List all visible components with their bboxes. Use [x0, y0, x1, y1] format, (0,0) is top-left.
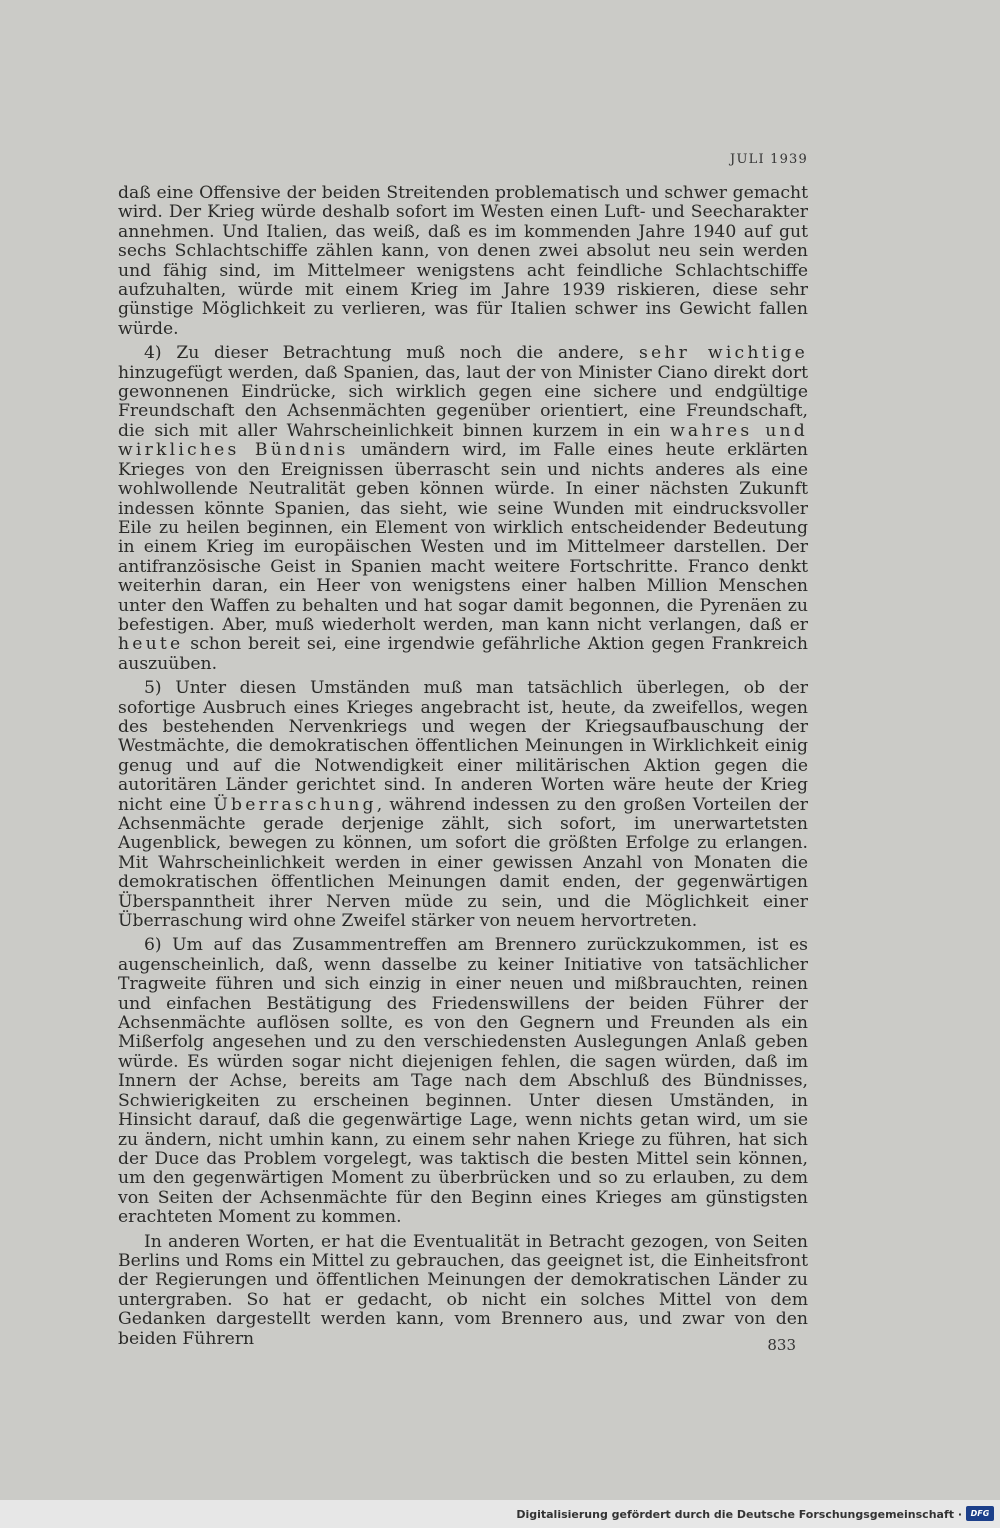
emphasis-spaced: sehr wichtige	[638, 343, 809, 364]
page-number: 833	[767, 1336, 796, 1354]
text-run: 4) Zu dieser Betrachtung muß noch die andere,	[144, 343, 625, 364]
paragraph-6: 6) Um auf das Zusammentreffen am Brennero zurückzukommen, ist es augenscheinlich, daß, wenn dasselbe zu keiner Initiative von tatsächlicher Tragweite führen und sich einzig in einer neuen und mißbrauchten, reinen und einfachen Bestätigung des Friedenswillens der beiden Führer der Achsenmächte auflösen sollte, es von den Gegnern und Freunden als ein Mißerfolg angesehen und zu den verschiedensten Auslegungen Anlaß geben würde. Es würden sogar nicht diejenigen fehlen, die sagen würden, daß im Innern der Achse, bereits am Tage nach dem Abschluß des Bündnisses, Schwierigkeiten zu erscheinen beginnen. Unter diesen Umständen, in Hinsicht darauf, daß die gegenwärtige Lage, wenn nichts getan wird, um sie zu ändern, nicht umhin kann, zu einem sehr nahen Kriege zu führen, hat sich der Duce das Problem vorgelegt, was taktisch die besten Mittel sein können, um den gegenwärtigen Moment zu überbrücken und so zu erlauben, zu dem von Seiten der Achsenmächte für den Beginn eines Krieges am günstigsten erachteten Moment zu kommen.	[118, 935, 808, 1228]
body-text	[118, 184, 808, 1349]
paragraph-5	[118, 679, 808, 931]
paragraph-7: In anderen Worten, er hat die Eventualität in Betracht gezogen, von Seiten Berlins und Roms ein Mittel zu gebrauchen, das geeignet ist, die Einheitsfront der Regierungen und öffentlichen Meinungen der demokratischen Länder zu untergraben. So hat er gedacht, ob nicht ein solches Mittel von dem Gedanken dargestellt werden kann, vom Brennero aus, und zwar von den beiden Führern	[118, 1231, 808, 1349]
text-run: schon bereit sei, eine irgendwie gefährliche Aktion gegen Frankreich auszuüben.	[118, 634, 808, 674]
paragraph-4	[118, 344, 808, 674]
emphasis-spaced: heute	[118, 634, 184, 655]
dfg-logo[interactable]	[966, 1506, 994, 1521]
emphasis-spaced: wahres und wirkliches Bündnis	[118, 420, 808, 461]
text-run: , während indessen zu den großen Vorteilen der Achsenmächte gerade derjenige zählt, sich sofort, im unerwartetsten Augenblick, bewegen zu können, um sofort die größten Erfolge zu erlangen. Mit Wahrscheinlichkeit werden in einer gewissen Anzahl von Monaten die demokratischen öffentlichen Meinungen damit enden, der gegenwärtigen Überspanntheit ihrer Nerven müde zu sein, und die Möglichkeit einer Überraschung wird ohne Zweifel stärker von neuem hervortreten.	[118, 794, 809, 932]
emphasis-spaced: Überraschung	[213, 794, 377, 815]
text-run: 5) Unter diesen Umständen muß man tatsächlich überlegen, ob der sofortige Ausbruch eines Krieges angebracht ist, heute, da zweifellos, wegen des bestehenden Nervenkriegs und wegen der Kriegsaufbauschung der Westmächte, die demokratischen öffentlichen Meinungen in Wirklichkeit einig genug und auf die Notwendigkeit einer militärischen Aktion gegen die autoritären Länder gerichtet sind. In anderen Worten wäre heute der Krieg nicht eine	[118, 678, 808, 815]
footer-credit: Digitalisierung gefördert durch die Deutsche Forschungsgemeinschaft ·	[516, 1508, 962, 1521]
paragraph-continuation: daß eine Offensive der beiden Streitenden problematisch und schwer gemacht wird. Der Krieg würde deshalb sofort im Westen einen Luft- und Seecharakter annehmen. Und Italien, das weiß, daß es im kommenden Jahre 1940 auf gut sechs Schlachtschiffe zählen kann, von denen zwei absolut neu sein werden und fähig sind, im Mittelmeer wenigstens acht feindliche Schlachtschiffe aufzuhalten, würde mit einem Krieg im Jahre 1939 riskieren, diese sehr günstige Möglichkeit zu verlieren, was für Italien schwer ins Gewicht fallen würde.	[118, 183, 808, 339]
dfg-logo-text: DFG	[970, 1509, 990, 1518]
running-head: JULI 1939	[730, 152, 808, 167]
digitization-footer	[0, 1500, 1000, 1528]
text-run: hinzugefügt werden, daß Spanien, das, laut der von Minister Ciano direkt dort gewonnenen Eindrücke, sich wirklich gegen eine sichere und endgültige Freundschaft den Achsenmächten gegenüber orientiert, eine Freundschaft, die sich mit aller Wahrscheinlichkeit binnen kurzem in ein	[118, 362, 808, 441]
text-run: umändern wird, im Falle eines heute erklärten Krieges von den Ereignissen überrascht sein und nichts anderes als eine wohlwollende Neutralität geben können würde. In einer nächsten Zukunft indessen könnte Spanien, das sieht, wie seine Wunden mit eindrucksvoller Eile zu heilen beginnen, ein Element von wirklich entscheidender Bedeutung in einem Krieg im europäischen Westen und im Mittelmeer darstellen. Der antifranzösische Geist in Spanien macht weitere Fortschritte. Franco denkt weiterhin daran, ein Heer von wenigstens einer halben Million Menschen unter den Waffen zu behalten und hat sogar damit begonnen, die Pyrenäen zu befestigen. Aber, muß wiederholt werden, man kann nicht verlangen, daß er	[118, 440, 809, 635]
